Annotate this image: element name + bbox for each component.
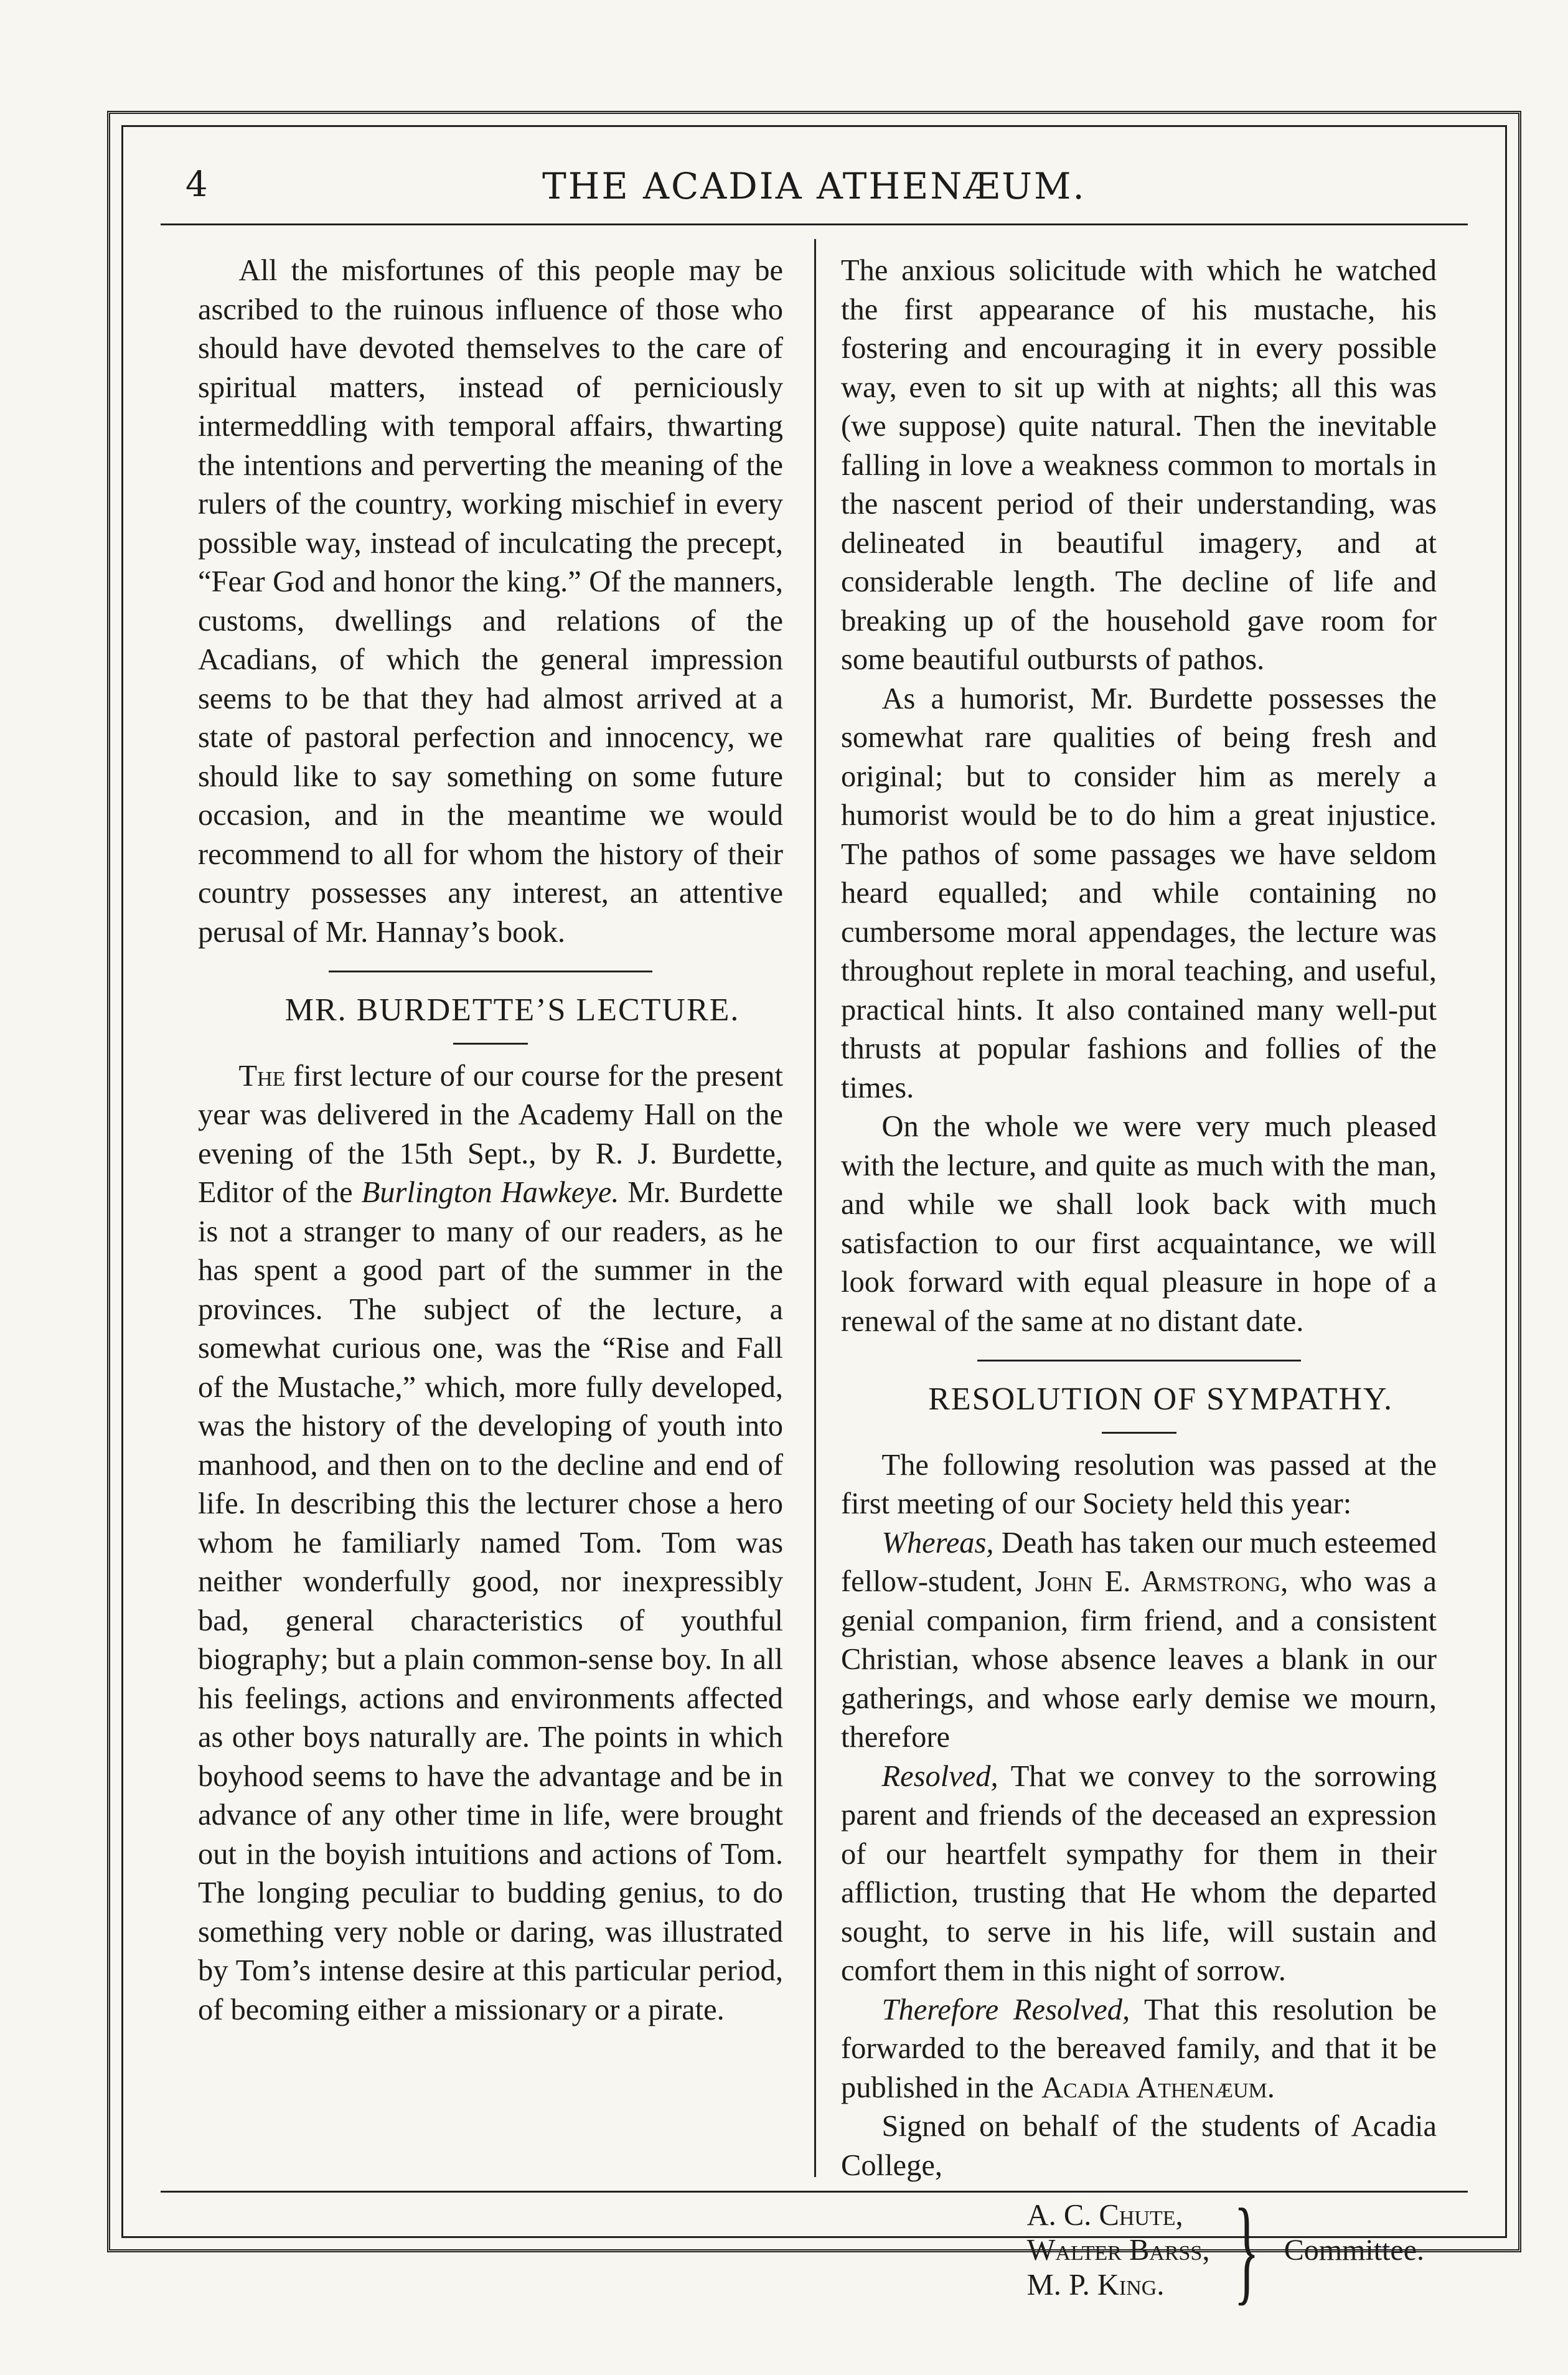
resolved-label: Resolved,: [881, 1759, 998, 1793]
committee-signoff: [841, 2185, 1437, 2316]
committee-member: A. C. Chute,: [1026, 2199, 1183, 2232]
lecture-text-b: Mr. Burdette is not a stranger to many of our readers, as he has spent a good part of the summer in the provinces. The subject of the lecture, a somewhat curious one, was the “Rise and Fall of the Mustache,” which, more fully developed, was the history of the developing of youth into manhood, and then on to the decline and end of life. In describing this the lecturer chose a hero whom he familiarly named Tom. Tom was neither wonderfully good, nor inexpressibly bad, general characteristics of youthful biography; but a plain common-sense boy. In all his feelings, actions and environments affected as other boys naturally are. The points in which boyhood seems to have the advantage and be in advance of any other time in life, were brought out in the boyish intuitions and actions of Tom. The longing peculiar to budding genius, to do something very noble or daring, was illustrated by Tom’s intense desire at this particular period, of becoming either a missionary or a pirate.: [198, 1176, 783, 2026]
brace-icon: }: [1234, 2185, 1260, 2316]
whereas-paragraph: [841, 1524, 1437, 1757]
page-number: 4: [185, 164, 208, 205]
header-rule: [161, 223, 1468, 225]
left-column: [173, 239, 814, 2177]
book-review-closing-paragraph: All the misfortunes of this people may be ascribed to the ruinous influence of those who should have devoted themselves to the care of spiritual matters, instead of perniciously intermeddling with temporal affairs, thwarting the intentions and perverting the meaning of the rulers of the country, working mischief in every possible way, instead of inculcating the precept, “Fear God and honor the king.” Of the manners, customs, dwellings and relations of the Acadians, of which the general impression seems to be that they had almost arrived at a state of pastoral perfection and innocency, we should like to say something on some future occasion, and in the meantime we would recommend to all for whom the history of their country possesses any interest, an attentive perusal of Mr. Hannay’s book.: [198, 254, 783, 949]
right-column: [814, 239, 1455, 2316]
therefore-paragraph: [841, 1991, 1437, 2108]
heading-rule: [453, 1043, 528, 1045]
journal-name: Acadia Athenæum.: [1041, 2071, 1275, 2104]
journal-title: THE ACADIA ATHENÆUM.: [542, 165, 1086, 207]
page-frame-inner: [121, 125, 1507, 2316]
committee-label: Committee.: [1284, 2233, 1424, 2267]
lecture-heading: MR. BURDETTE’S LECTURE.: [284, 992, 740, 1028]
resolution-heading: RESOLUTION OF SYMPATHY.: [928, 1381, 1393, 1417]
resolved-paragraph: [841, 1757, 1437, 1991]
newspaper-name: Burlington Hawkeye.: [361, 1176, 619, 1209]
lecture-continued-paragraph: The anxious solicitude with which he watched the first appearance of his mustache, his fostering and encouraging it in every possible way, even to sit up with at nights; all this was (we suppose) quite natural. Then the inevitable falling in love a weakness common to mortals in the nascent period of their understanding, was delineated in beautiful imagery, and at considerable length. The decline of life and breaking up of the household gave room for some beautiful outbursts of pathos.: [841, 254, 1437, 676]
committee-member: M. P. King.: [1026, 2269, 1165, 2302]
committee-names: [1027, 2198, 1210, 2303]
committee-member: Walter Barss,: [1026, 2234, 1210, 2267]
bottom-rule: [161, 2191, 1468, 2193]
resolved-text: That we convey to the sorrowing parent and friends of the deceased an expression of our heartfelt sympathy for them in their affliction, trusting that He whom the departed sought, to serve in his life, will sustain and comfort them in this night of sorrow.: [841, 1759, 1437, 1987]
closing-paragraph: On the whole we were very much pleased with the lecture, and quite as much with the man, and while we shall look back with much satisfaction to our first acquaintance, we will look forward with equal pleasure in hope of a renewal of the same at no distant date.: [841, 1110, 1437, 1338]
therefore-label: Therefore Resolved,: [881, 1993, 1130, 2026]
section-divider: [329, 971, 652, 972]
dropcap-word: The: [238, 1059, 286, 1093]
humorist-paragraph: As a humorist, Mr. Burdette possesses the somewhat rare qualities of being fresh and original; but to consider him as merely a humorist would be to do him a great injustice. The pathos of some passages we have seldom heard equalled; and while containing no cumbersome moral appendages, the lecture was throughout replete in moral teaching, and useful, practical hints. It also contained many well-put thrusts at popular fashions and follies of the times.: [841, 682, 1437, 1104]
lecture-paragraph: [198, 1057, 783, 2030]
whereas-text-a: Death has taken our much esteemed fellow-student,: [841, 1526, 1437, 1598]
therefore-text: That this resolution be forwarded to the bereaved family, and that it be published in the: [841, 1993, 1437, 2104]
page-header: [161, 158, 1468, 214]
section-divider: [977, 1360, 1301, 1362]
heading-rule: [1102, 1432, 1176, 1434]
page-frame: [107, 111, 1521, 2316]
resolution-intro: The following resolution was passed at the first meeting of our Society held this year:: [841, 1448, 1437, 1520]
signed-line: Signed on behalf of the students of Acadia College,: [841, 2110, 1437, 2182]
lecture-text-a: first lecture of our course for the present year was delivered in the Academy Hall on the evening of the 15th Sept., by R. J. Burdette, Editor of the: [198, 1059, 783, 1209]
whereas-text-b: who was a genial companion, firm friend, and a consistent Christian, whose absence leaves a blank in our gatherings, and whose early demise we mourn, therefore: [841, 1565, 1437, 1754]
deceased-name: John E. Armstrong,: [1035, 1565, 1289, 1598]
article-columns: [173, 239, 1455, 2316]
whereas-label: Whereas,: [881, 1526, 994, 1559]
